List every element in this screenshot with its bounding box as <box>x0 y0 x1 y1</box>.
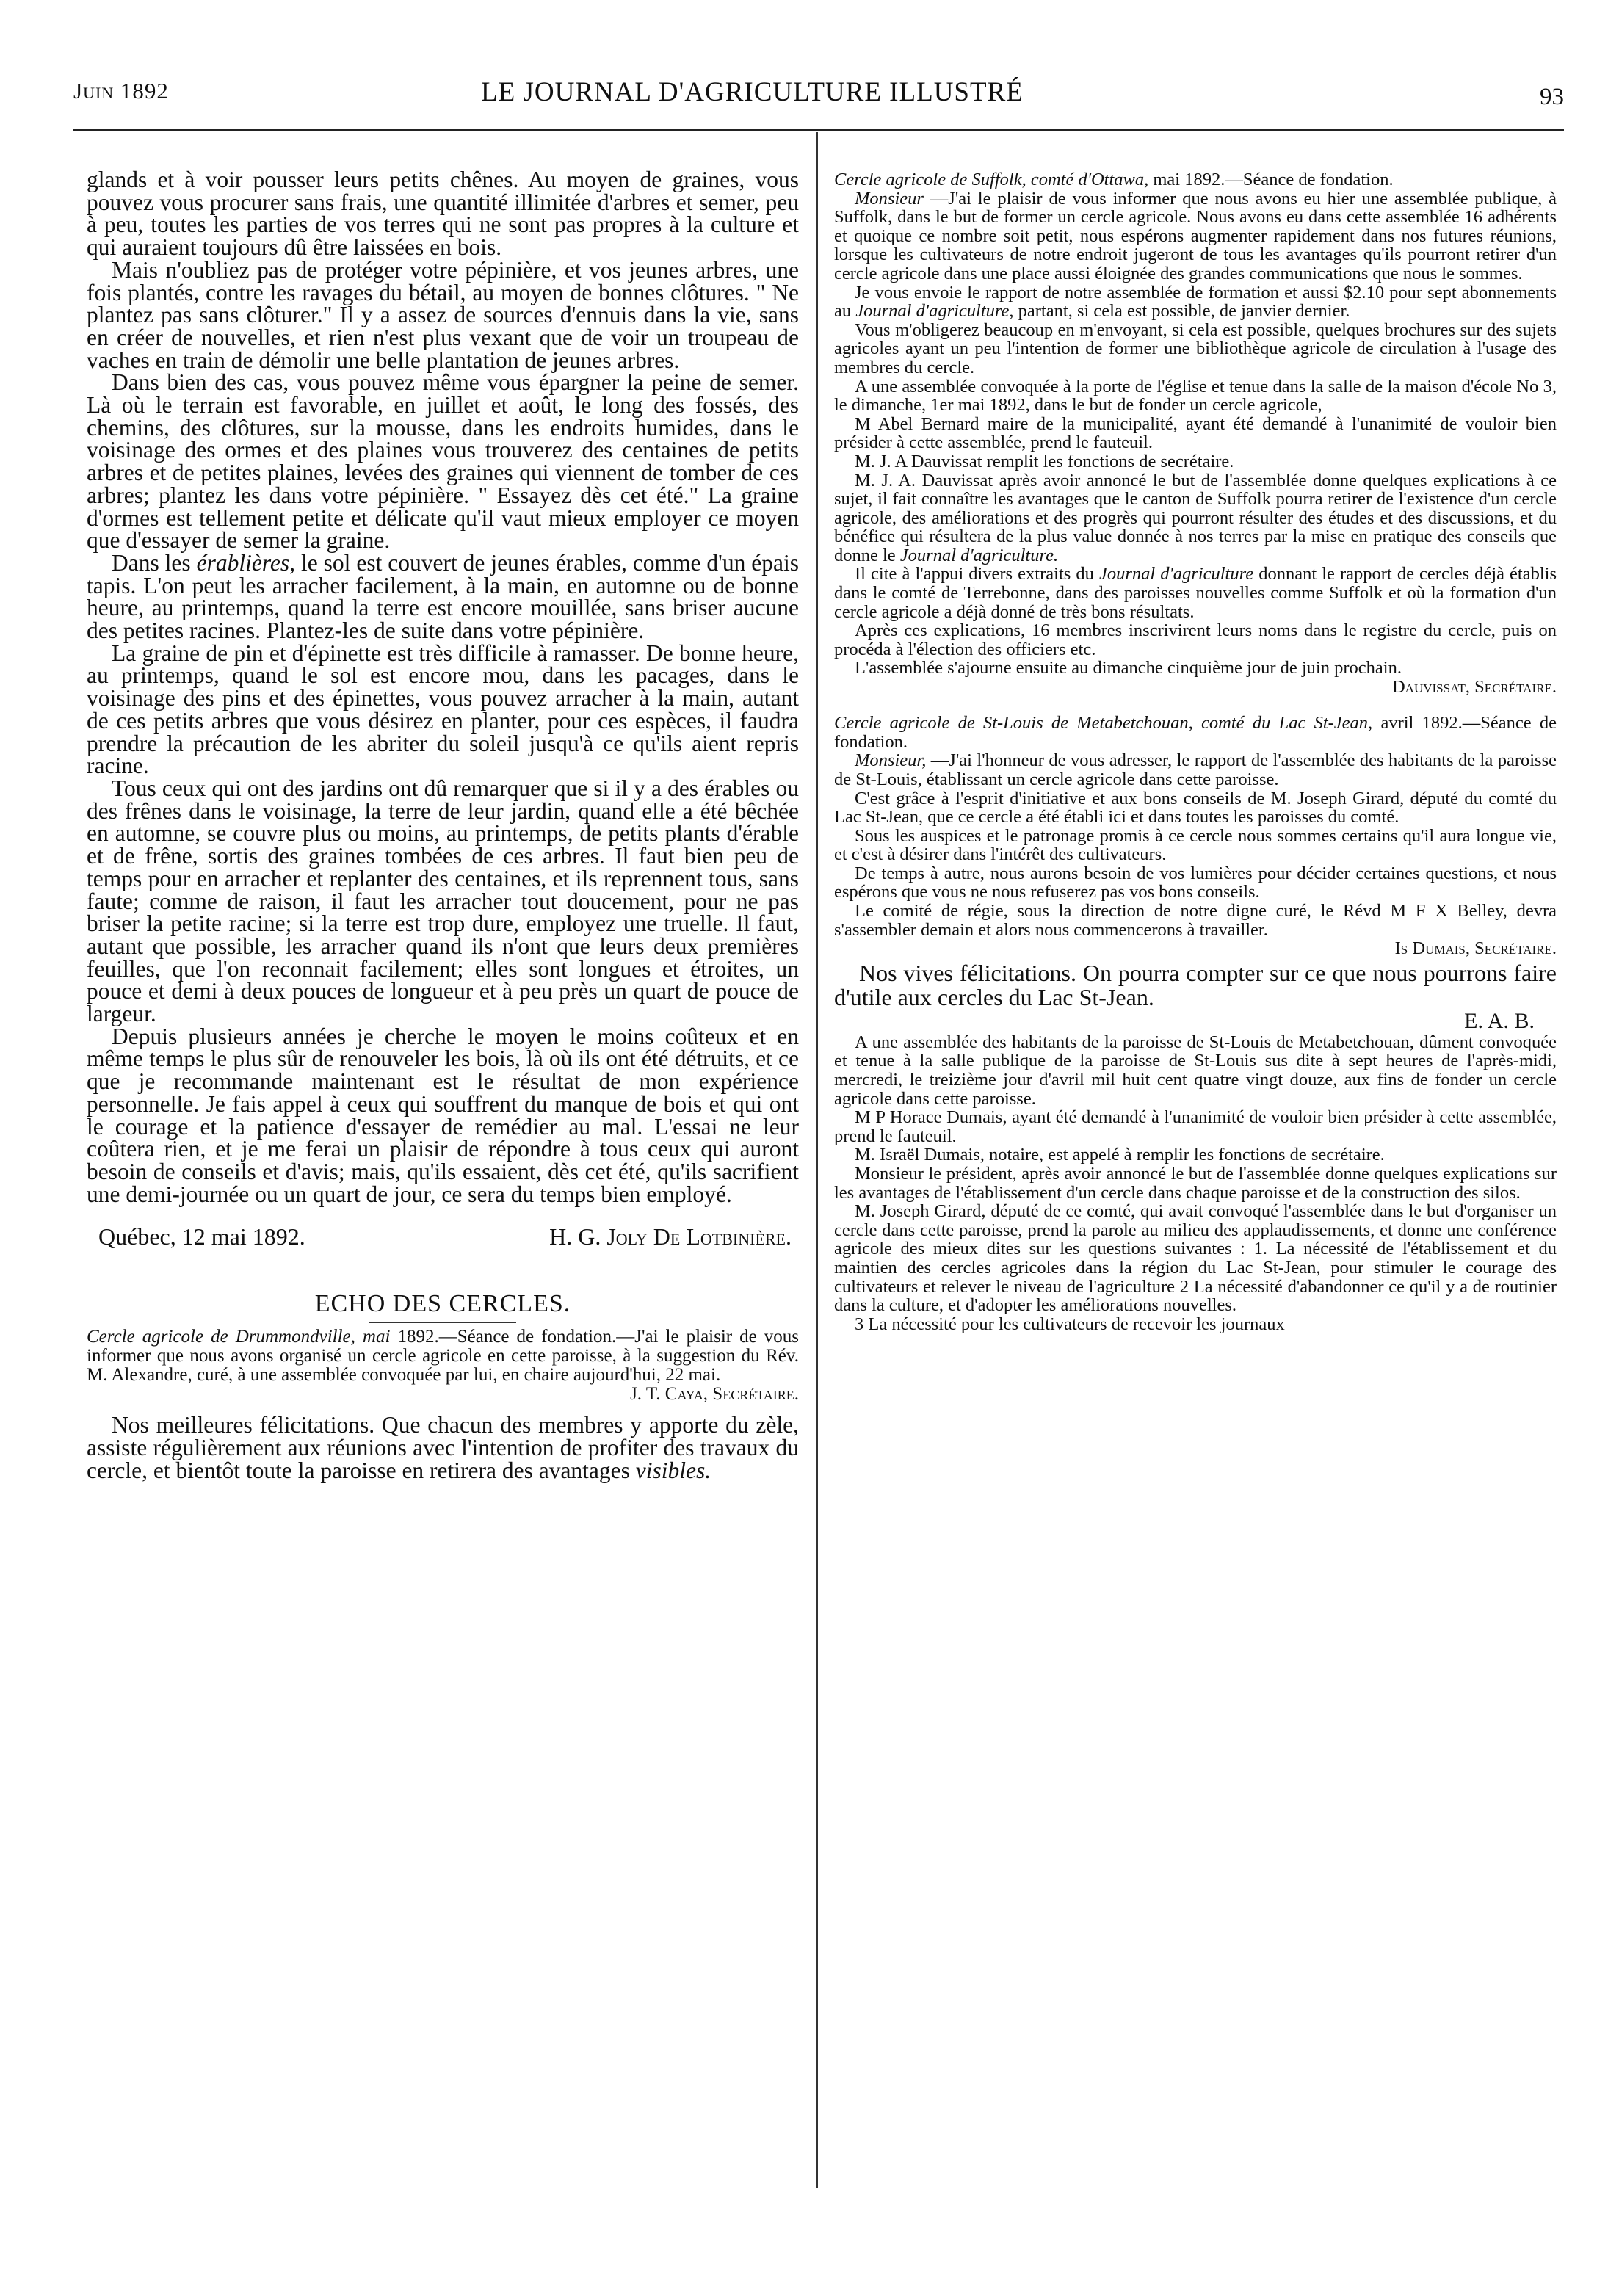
editorial-note: Nos vives félicitations. On pourra compter sur ce que nous pourrons faire d'utile aux cercles du Lac St-Jean. <box>834 959 1557 1010</box>
paragraph: La graine de pin et d'épinette est très difficile à ramasser. De bonne heure, au printemps, quand le sol est encore mou, dans les pacages, dans le voisinage des pins et des épinettes, vous pouvez arracher à la main, autant de ces petits arbres que vous désirez en planter, pour ces espèces, il faudra prendre la précaution de les abriter du soleil jusqu'à ce qu'ils aient repris racine. <box>87 640 799 779</box>
paragraph: Mais n'oubliez pas de protéger votre pépinière, et vos jeunes arbres, une fois plantés, contre les ravages du bétail, au moyen de bonnes clôtures. " Ne plantez pas sans clôturer." Il y a assez de sources d'ennuis dans la vie, sans en créer de nouvelles, et rien n'est plus vexant que de voir un troupeau de vaches en train de démolir une belle plantation de jeunes arbres. <box>87 256 799 373</box>
paragraph: Monsieur, —J'ai l'honneur de vous adresser, le rapport de l'assemblée des habitants de la paroisse de St-Louis, établissant un cercle agricole dans cette paroisse. <box>834 750 1557 789</box>
header-date: Juin 1892 <box>73 78 169 104</box>
paragraph: M P Horace Dumais, ayant été demandé à l'unanimité de vouloir bien présider à cette assemblée, prend le fauteuil. <box>834 1107 1557 1146</box>
article-separator <box>1140 706 1250 707</box>
paragraph: Sous les auspices et le patronage promis à ce cercle nous sommes certains qu'il aura longue vie, et c'est à désirer dans l'intérêt des cultivateurs. <box>834 825 1557 865</box>
left-column <box>87 169 799 2173</box>
paragraph: A une assemblée convoquée à la porte de l'église et tenue dans la salle de la maison d'école No 3, le dimanche, 1er mai 1892, dans le but de fonder un cercle agricole, <box>834 376 1557 416</box>
paragraph: C'est grâce à l'esprit d'initiative et aux bons conseils de M. Joseph Girard, député du comté du Lac St-Jean, que ce cercle a été établi ici et dans toutes les paroisses du comté. <box>834 788 1557 827</box>
signature-name: H. G. Joly De Lotbinière. <box>549 1223 792 1250</box>
paragraph: M. J. A Dauvissat remplit les fonctions de secrétaire. <box>855 451 1234 471</box>
paragraph: M Abel Bernard maire de la municipalité, ayant été demandé à l'unanimité de vouloir bien présider à cette assemblée, prend le fauteuil. <box>834 413 1557 453</box>
paragraph: M. Israël Dumais, notaire, est appelé à remplir les fonctions de secrétaire. <box>855 1145 1385 1165</box>
secretary-signature: Is Dumais, Secrétaire. <box>1394 938 1557 959</box>
editor-initials: E. A. B. <box>1464 1008 1535 1033</box>
paragraph: M. J. A. Dauvissat après avoir annoncé le but de l'assemblée donne quelques explications à ce sujet, il fait connaître les avantages que le canton de Suffolk pourra retirer de l'existence d'un cercle agricole, des améliorations et des progrès qui pourront résulter des études et des discussions, et du bénéfice qui résultera de la plus value donnée à nos terres par la mise en pratique des conseils que donne le Journal d'agriculture. <box>834 470 1557 565</box>
paragraph: Monsieur —J'ai le plaisir de vous informer que nous avons eu hier une assemblée publique, à Suffolk, dans le but de former un cercle agricole. Nous avons eu dans cette assemblée 16 adhérents et quoique ce nombre soit petit, nous espérons augmenter rapidement dans nos futures réunions, lorsque les cultivateurs de notre endroit jugeront de tous les avantages qu'ils pourront retirer d'un cercle agricole dans une place aussi éloignée des grandes communications que nous le sommes. <box>834 188 1557 283</box>
paragraph: M. Joseph Girard, député de ce comté, qui avait convoqué l'assemblée dans le but d'organiser un cercle dans cette paroisse, prend la parole au milieu des applaudissements, et donne une conférence agricole des mieux dites sur les questions suivantes : 1. La nécessité de l'établissement et du maintien des cercles agricoles dans la région du Lac St-Jean, pour stimuler le courage des cultivateurs et relever le niveau de l'agriculture 2 La nécessité d'abandonner ce qu'il y a de routinier dans la culture, et d'adopter les améliorations nouvelles. <box>834 1201 1557 1316</box>
signature-place-date: Québec, 12 mai 1892. <box>98 1223 305 1250</box>
paragraph: Après ces explications, 16 membres inscrivirent leurs noms dans le registre du cercle, puis on procéda à l'élection des officiers etc. <box>834 620 1557 659</box>
page-number: 93 <box>1540 84 1564 110</box>
secretary-signature: J. T. Caya, Secrétaire. <box>630 1384 799 1405</box>
paragraph: Vous m'obligerez beaucoup en m'envoyant, si cela est possible, quelques brochures sur des sujets agricoles ayant un peu l'intention de former une bibliothèque agricole de circulation à l'usage des membres du cercle. <box>834 319 1557 377</box>
signature-line <box>87 1222 799 1251</box>
journal-title: LE JOURNAL D'AGRICULTURE ILLUSTRÉ <box>481 77 1024 107</box>
paragraph: Il cite à l'appui divers extraits du Journal d'agriculture donnant le rapport de cercles déjà établis dans le comté de Terrebonne, dans des paroisses nouvelles comme Suffolk et où la formation d'un cercle agricole a déjà donné de très bons résultats. <box>834 564 1557 622</box>
paragraph: Dans bien des cas, vous pouvez même vous épargner la peine de semer. Là où le terrain est favorable, en juillet et août, le long des fossés, des chemins, des clôtures, sur la mousse, dans les endroits humides, dans le voisinage des ormes et des plaines vous trouverez des centaines de petits arbres et de petites plaines, levées des graines qui viennent de tomber de ces arbres; plantez les dans votre pépinière. " Essayez dès cet été." La graine d'ormes est tellement petite et délicate qu'il vaut mieux employer ce moyen que d'essayer de semer la graine. <box>87 369 799 554</box>
paragraph: Tous ceux qui ont des jardins ont dû remarquer que si il y a des érables ou des frênes dans le voisinage, la terre de leur jardin, quand elle a été bêchée en automne, se couvre plus ou moins, au printemps, de petits plants d'érable et de frêne, sortis des graines tombées de ces arbres. Il faut bien peu de temps pour en arracher et replanter des centaines, et ils reprennent tous, sans faute; comme de raison, il faut les arracher tout doucement, pour ne pas briser la petite racine; si la terre est trop dure, employez une truelle. Il faut, autant que possible, les arracher quand ils n'ont que leurs deux premières feuilles, que l'on reconnait facilement; elles sont longues et étroites, un pouce et demi à deux pouces de longueur et à peu près un quart de pouce de largeur. <box>87 775 799 1027</box>
right-column <box>834 170 1557 2190</box>
paragraph: Monsieur le président, après avoir annoncé le but de l'assemblée donne quelques explications sur les avantages de l'établissement d'un cercle dans chaque paroisse et de la construction des silos. <box>834 1164 1557 1203</box>
paragraph: glands et à voir pousser leurs petits chênes. Au moyen de graines, vous pouvez vous procurer sans frais, une quantité illimitée d'arbres et semer, peu à peu, toutes les parties de vos terres qui ne sont pas propres à la culture et qui auraient toujours dû être laissées en bois. <box>87 169 799 261</box>
paragraph: L'assemblée s'ajourne ensuite au dimanche cinquième jour de juin prochain. <box>855 658 1402 678</box>
column-divider <box>816 132 818 2188</box>
header-rule <box>73 129 1564 131</box>
title-rule <box>369 1322 516 1323</box>
paragraph: Dans les érablières, le sol est couvert de jeunes érables, comme d'un épais tapis. L'on peut les arracher facilement, à la main, en automne ou de bonne heure, au printemps, quand la terre est encore mouillée, sans briser aucune des petites racines. Plantez-les de suite dans votre pépinière. <box>87 549 799 644</box>
paragraph: Nos meilleures félicitations. Que chacun des membres y apporte du zèle, assiste régulièrement aux réunions avec l'intention de profiter des travaux du cercle, et bientôt toute la paroisse en retirera des avantages visibles. <box>87 1412 799 1483</box>
page-header <box>73 70 1564 129</box>
article-heading: Cercle agricole de Suffolk, comté d'Ottawa, mai 1892.—Séance de fondation. <box>834 170 1394 189</box>
paragraph: Cercle agricole de Drummondville, mai 1892.—Séance de fondation.—J'ai le plaisir de vous informer que nous avons organisé un cercle agricole en cette paroisse, à la suggestion du Rév. M. Alexandre, curé, à une assemblée convoquée par lui, en chaire aujourd'hui, 22 mai. <box>87 1327 799 1386</box>
paragraph: Le comité de régie, sous la direction de notre digne curé, le Révd M F X Belley, devra s'assembler demain et alors nous commencerons à travailler. <box>834 901 1557 940</box>
paragraph: Depuis plusieurs années je cherche le moyen le moins coûteux et en même temps le plus sûr de renouveler les bois, là où ils ont été détruits, et ce que je recommande maintenant est le résultat de mon expérience personnelle. Je fais appel à ceux qui souffrent du manque de bois et qui ont le courage et la patience d'essayer de remédier au mal. L'essai ne leur coûtera rien, et je me ferai un plaisir de répondre à tous ceux qui auront besoin de conseils et d'avis; mais, qu'ils essaient, dès cet été, qu'ils sacrifient une demi-journée ou un quart de jour, ce sera du temps bien employé. <box>87 1023 799 1207</box>
article-heading: Cercle agricole de St-Louis de Metabetchouan, comté du Lac St-Jean, avril 1892.—Séance de fondation. <box>834 713 1557 752</box>
section-title: ECHO DES CERCLES. <box>314 1290 571 1318</box>
paragraph: 3 La nécessité pour les cultivateurs de recevoir les journaux <box>855 1314 1285 1334</box>
paragraph: A une assemblée des habitants de la paroisse de St-Louis de Metabetchouan, dûment convoquée et tenue à la salle publique de la paroisse de St-Louis sus dite à sept heures de l'après-midi, mercredi, le treizième jour d'avril mil huit cent quatre vingt douze, aux fins de fonder un cercle agricole dans cette paroisse. <box>834 1032 1557 1109</box>
paragraph: De temps à autre, nous aurons besoin de vos lumières pour décider certaines questions, et nous espérons que vous ne nous refuserez pas vos bons conseils. <box>834 863 1557 902</box>
paragraph: Je vous envoie le rapport de notre assemblée de formation et aussi $2.10 pour sept abonnements au Journal d'agriculture, partant, si cela est possible, de janvier dernier. <box>834 282 1557 322</box>
secretary-signature: Dauvissat, Secrétaire. <box>1391 677 1557 698</box>
